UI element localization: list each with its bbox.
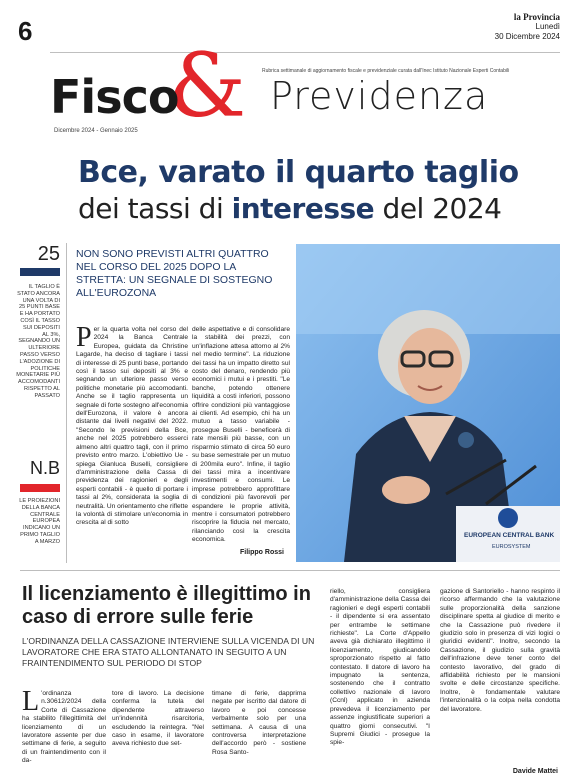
headline-part-bold: interesse (231, 192, 375, 225)
sidebar-nb-bar (20, 484, 60, 492)
main-article-author: Filippo Rossi (240, 549, 284, 556)
headline-part-pre: dei tassi di (78, 192, 232, 225)
second-article-author: Davide Mattei (512, 768, 558, 775)
second-headline: Il licenziamento è illegittimo in caso di errore sulle ferie (22, 583, 311, 628)
page-number: 6 (18, 16, 33, 46)
publication-date: 30 Dicembre 2024 (494, 32, 560, 41)
sidebar-nb-text: LE PROIEZIONI DELLA BANCA CENTRALE EUROPEA INDICANO UN PRIMO TAGLIO A MARZO (19, 498, 60, 545)
main-headline-line1: Bce, varato il quarto taglio (78, 155, 519, 190)
publication-name: la Provincia (513, 12, 560, 22)
masthead-ampersand: & (168, 34, 247, 137)
sidebar-stat-text: IL TAGLIO È STATO ANCORA UNA VOLTA DI 25 PUNTI BASE E HA PORTATO COSÌ IL TASSO SUI DEPOSITI AL 3%, SEGNANDO UN ULTERIORE PASSO VERSO L'ADOZIONE DI POLITICHE MONETARIE PIÙ ACCOMODANTI RISPETTO AL PASSATO (16, 284, 60, 399)
ecb-sign: EUROPEAN CENTRAL BANK (464, 532, 555, 539)
sidebar-nb: N.B (29, 458, 60, 478)
main-article-column-2: delle aspettative e di consolidare la stabilità dei prezzi, con un'inflazione attesa attorno al 2% nel medio termine". La riduzione dei tassi ha un impatto diretto sul costo del denaro, rendendo più economici i mutui e i prestiti. "Le banche, potendo ottenere liquidità a costi inferiori, possono offrire condizioni più vantaggiose ai clienti. Ad esempio, chi ha un mutuo a tasso variabile - prosegue Buselli - beneficerà di rate mensili più basse, con un risparmio stimato di circa 50 euro su base semestrale per un mutuo di 200mila euro". Infine, il taglio dei tassi mira a incentivare investimenti e consumi. Le imprese potrebbero approfittare di condizioni più favorevoli per espandere le proprie attività, mentre i consumatori potrebbero riscoprire la fiducia nel mercato, rilanciando così la crescita economica. (192, 326, 290, 544)
column-text: er la quarta volta nel corso del 2024 la Banca Centrale Europea, guidata da Christine Lagarde, ha deciso di tagliare i tassi di interesse di 25 punti base, portando così il tasso sui depositi al 3% e segnando un ulteriore passo verso politiche monetarie più accomodanti. Anche se il taglio rappresenta un segnale di forte sostegno all'economia dell'Eurozona, il valore è ancora distante dai livelli negativi del 2022. "Secondo le previsioni della Bce, anche nel 2025 potrebbero esserci almeno altri quattro tagli, con il primo previsto entro marzo. L'obiettivo Ue - spiega Gianluca Buselli, consigliere d'amministrazione della Cassa di previdenza dei ragionieri e degli esperti contabili - è quello di portare i tassi al 2%, considerata la soglia di neutralità. Un orientamento che riflette la volontà di stimolare un'economia in crescita al di sotto (76, 326, 188, 527)
column-text: 'ordinanza n.30612/2024 della Corte di Cassazione ha stabilito l'illegittimità del licenziamento di un lavoratore assente per due settimane di ferie, a seguito di un fraintendimento con il da- (22, 690, 106, 765)
sidebar-divider (66, 243, 67, 563)
second-article-column-3: timane di ferie, dapprima negate per iscritto dal datore di lavoro e poi concesse verbalmente solo per una settimana. A causa di una controversa interpretazione dell'accordo però - sostiene Rosa Santo- (212, 690, 306, 756)
second-subhead: L'ORDINANZA DELLA CASSAZIONE INTERVIENE SULLA VICENDA DI UN LAVORATORE CHE ERA STATO ALLONTANATO IN SEGUITO A UN FRAINTENDIMENTO SUL PERIODO DI STOP (22, 636, 315, 668)
second-article-column-1 (22, 686, 106, 766)
sidebar-stat: 25 (37, 243, 60, 265)
masthead-edition: Dicembre 2024 - Gennaio 2025 (54, 128, 138, 134)
main-article-column-1 (76, 322, 188, 528)
publication-info (495, 12, 560, 42)
publication-day: Lunedì (535, 22, 560, 31)
header-rule (50, 52, 560, 53)
main-subhead: NON SONO PREVISTI ALTRI QUATTRO NEL CORSO DEL 2025 DOPO LA STRETTA: UN SEGNALE DI SOSTEGNO ALL'EUROZONA (76, 248, 273, 299)
masthead-tagline: Rubrica settimanale di aggiornamento fiscale e previdenziale curata dall'Inec Istituto Nazionale Esperti Contabili (262, 68, 510, 74)
drop-cap: P (76, 322, 92, 353)
masthead-fisco: Fisco (50, 70, 179, 124)
ecb-sign-sub: EUROSYSTEM (492, 544, 531, 550)
section-divider (20, 570, 560, 571)
photo-illustration (296, 244, 560, 562)
second-article-column-2: tore di lavoro. La decisione conferma la tutela del dipendente attraverso un'indennità risarcitoria, escludendo la reintegra. "Nel caso in esame, il lavoratore aveva richiesto due set- (112, 690, 204, 748)
second-article-column-5: gazione di Santoriello - hanno respinto il ricorso affermando che la valutazione sulle proporzionalità della sanzione disciplinare spetta al giudice di merito e che la Cassazione può rivedere il giudizio solo in presenza di vizi logici o giuridici evidenti". Inoltre, secondo la Cassazione, il giudizio sulla gravità dell'infrazione deve tener conto del contesto lavorativo, del grado di affidabilità richiesto per le mansioni svolte e delle circostanze specifiche. Inoltre, è fondamentale valutare l'intenzionalità o la colpa nella condotta del lavoratore. (440, 588, 560, 713)
main-headline-line2 (78, 192, 502, 225)
lagarde-photo (296, 244, 560, 562)
sidebar-stat-bar (20, 268, 60, 276)
headline-part-post: del 2024 (374, 192, 502, 225)
second-article-column-4: riello, consigliera d'amministrazione della Cassa dei ragionieri e degli esperti contabili - il dipendente si era assentato per entrambe le settimane richieste". La Corte d'Appello aveva già dichiarato illegittimo il licenziamento, giudicandolo sproporzionato rispetto al fatto contestato. Il datore di lavoro ha impugnato la sentenza, sostenendo che il contratto collettivo nazionale di lavoro (Ccnl) applicato in azienda prevedeva il licenziamento per assenze ingiustificate superiori a quattro giorni consecutivi. "I Supremi Giudici - prosegue la spie- (330, 588, 430, 747)
masthead-previdenza: Previdenza (270, 74, 489, 118)
drop-cap: L (22, 686, 40, 717)
